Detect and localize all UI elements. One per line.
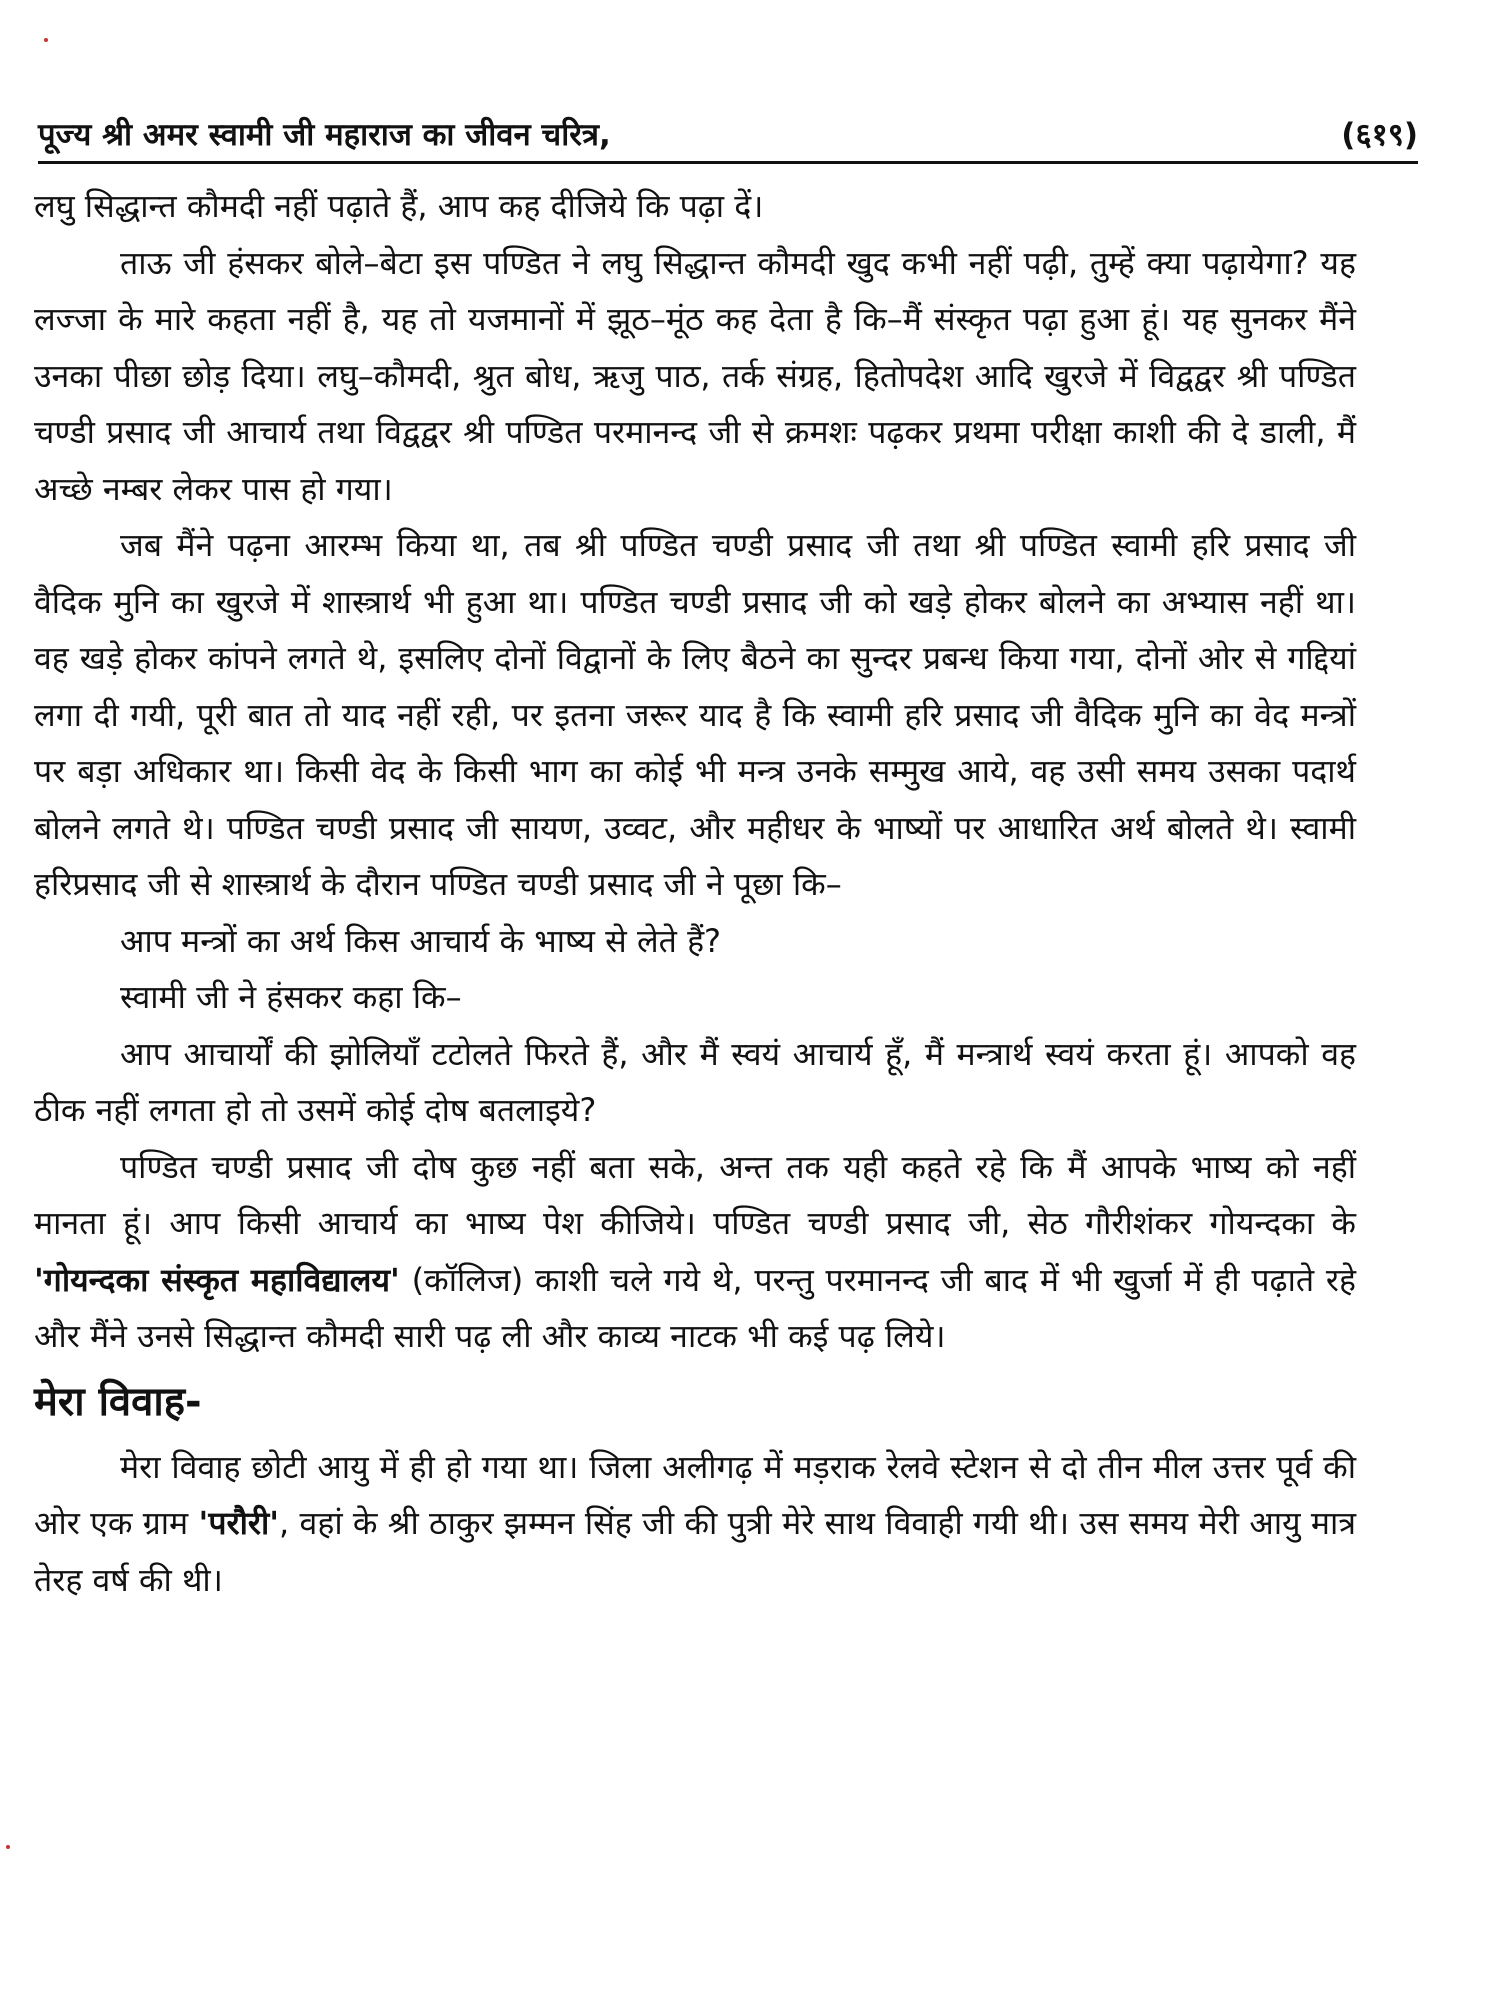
paragraph-text: (कॉलिज) काशी चले गये थे, परन्तु परमानन्द जी बाद में भी खुर्जा में ही पढ़ाते रहे और मैंने उनसे सिद्धान्त कौमदी सारी पढ़ ली और काव्य नाटक भी कई पढ़ लिये। bbox=[34, 1260, 1356, 1355]
village-name: 'परौरी' bbox=[198, 1504, 280, 1542]
scan-speck bbox=[44, 38, 48, 42]
reply-intro: स्वामी जी ने हंसकर कहा कि– bbox=[120, 978, 462, 1016]
college-name: 'गोयन्दका संस्कृत महाविद्यालय' bbox=[34, 1260, 400, 1299]
page-body bbox=[34, 178, 1356, 1608]
book-title: पूज्य श्री अमर स्वामी जी महाराज का जीवन चरित्र, bbox=[38, 117, 611, 153]
paragraph-text: , वहां के श्री ठाकुर झम्मन सिंह जी की पुत्री मेरे साथ विवाही गयी थी। उस समय मेरी आयु मात्र तेरह वर्ष की थी। bbox=[34, 1504, 1356, 1599]
paragraph-continuation: लघु सिद्धान्त कौमदी नहीं पढ़ाते हैं, आप कह दीजिये कि पढ़ा दें। bbox=[34, 187, 764, 225]
running-header bbox=[38, 98, 1418, 164]
paragraph bbox=[34, 1439, 1356, 1609]
paragraph bbox=[34, 1139, 1356, 1365]
section-heading: मेरा विवाह- bbox=[34, 1378, 202, 1425]
paragraph: ताऊ जी हंसकर बोले–बेटा इस पण्डित ने लघु सिद्धान्त कौमदी खुद कभी नहीं पढ़ी, तुम्हें क्या पढ़ायेगा? यह लज्जा के मारे कहता नहीं है, यह तो यजमानों में झूठ–मूंठ कह देता है कि–मैं संस्कृत पढ़ा हुआ हूं। यह सुनकर मैंने उनका पीछा छोड़ दिया। लघु–कौमदी, श्रुत बोध, ऋजु पाठ, तर्क संग्रह, हितोपदेश आदि खुरजे में विद्वद्वर श्री पण्डित चण्डी प्रसाद जी आचार्य तथा विद्वद्वर श्री पण्डित परमानन्द जी से क्रमशः पढ़कर प्रथमा परीक्षा काशी की दे डाली, मैं अच्छे नम्बर लेकर पास हो गया। bbox=[34, 243, 1356, 508]
paragraph: जब मैंने पढ़ना आरम्भ किया था, तब श्री पण्डित चण्डी प्रसाद जी तथा श्री पण्डित स्वामी हरि प्रसाद जी वैदिक मुनि का खुरजे में शास्त्रार्थ भी हुआ था। पण्डित चण्डी प्रसाद जी को खड़े होकर बोलने का अभ्यास नहीं था। वह खड़े होकर कांपने लगते थे, इसलिए दोनों विद्वानों के लिए बैठने का सुन्दर प्रबन्ध किया गया, दोनों ओर से गद्दियां लगा दी गयी, पूरी बात तो याद नहीं रही, पर इतना जरूर याद है कि स्वामी हरि प्रसाद जी वैदिक मुनि का वेद मन्त्रों पर बड़ा अधिकार था। किसी वेद के किसी भाग का कोई भी मन्त्र उनके सम्मुख आये, वह उसी समय उसका पदार्थ बोलने लगते थे। पण्डित चण्डी प्रसाद जी सायण, उव्वट, और महीधर के भाष्यों पर आधारित अर्थ बोलते थे। स्वामी हरिप्रसाद जी से शास्त्रार्थ के दौरान पण्डित चण्डी प्रसाद जी ने पूछा कि– bbox=[34, 526, 1356, 903]
question-line: आप मन्त्रों का अर्थ किस आचार्य के भाष्य से लेते हैं? bbox=[120, 921, 722, 960]
paragraph: आप आचार्यों की झोलियाँ टटोलते फिरते हैं, और मैं स्वयं आचार्य हूँ, मैं मन्त्रार्थ स्वयं करता हूं। आपको वह ठीक नहीं लगता हो तो उसमें कोई दोष बतलाइये? bbox=[34, 1034, 1356, 1129]
scan-speck bbox=[6, 1845, 10, 1849]
page-number: (६१९) bbox=[1341, 117, 1418, 153]
paragraph-text: मेरा विवाह छोटी आयु में ही हो गया था। जिला अलीगढ़ में मड़राक रेलवे स्टेशन से दो तीन मील उत्तर पूर्व की ओर एक ग्राम bbox=[34, 1447, 1356, 1542]
paragraph-text: पण्डित चण्डी प्रसाद जी दोष कुछ नहीं बता सके, अन्त तक यही कहते रहे कि मैं आपके भाष्य को नहीं मानता हूं। आप किसी आचार्य का भाष्य पेश कीजिये। पण्डित चण्डी प्रसाद जी, सेठ गौरीशंकर गोयन्दका के bbox=[34, 1147, 1356, 1242]
